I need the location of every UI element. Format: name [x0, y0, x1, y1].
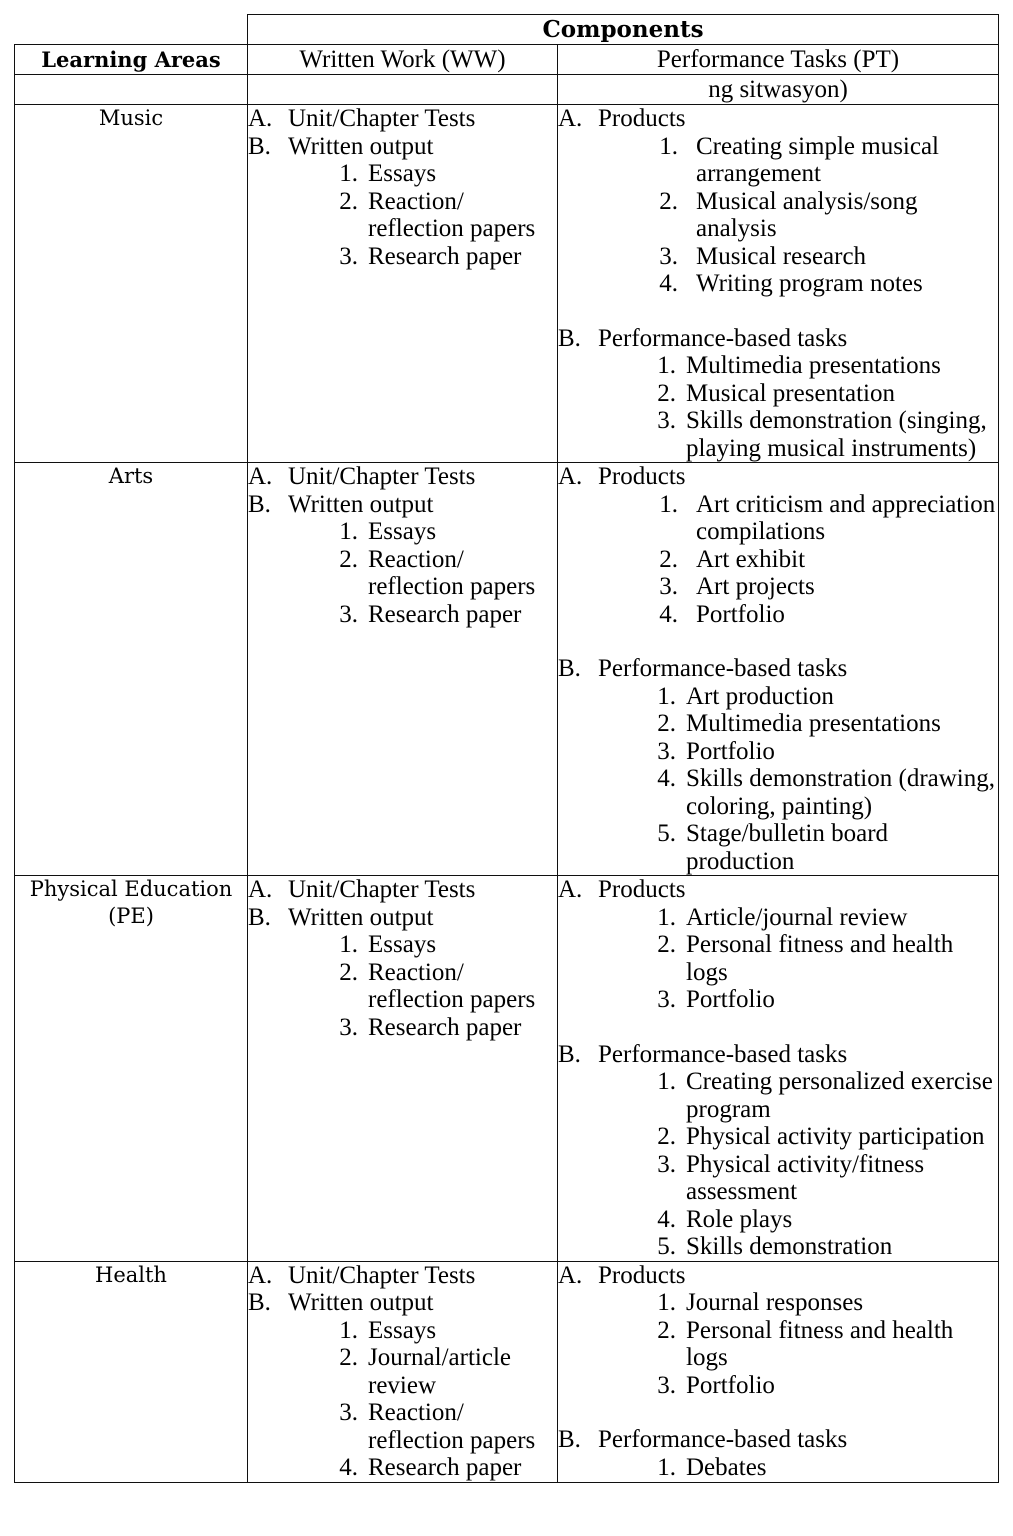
- outline-text: Musical presentation: [686, 379, 895, 407]
- outline-item-level1: [248, 1289, 557, 1482]
- outline-item-level2: [646, 573, 998, 601]
- outline-text: Research paper: [368, 600, 522, 628]
- outline-marker: B.: [248, 903, 271, 931]
- outline-marker: A.: [248, 876, 273, 903]
- outline-text: Musical research: [696, 242, 867, 270]
- cell-written-work: [248, 876, 558, 1262]
- table-row: [15, 876, 999, 1262]
- outline-marker: B.: [558, 324, 581, 352]
- outline-list: [558, 876, 998, 1261]
- outline-marker: 3.: [339, 600, 358, 628]
- outline-item-level2: [332, 1399, 557, 1454]
- outline-sublist: [598, 491, 998, 629]
- outline-item-level2: [650, 765, 998, 820]
- continuation-performance-tasks: ng sitwasyon): [558, 75, 999, 105]
- outline-text: Art production: [686, 682, 834, 710]
- cell-learning-area: Physical Education (PE): [15, 876, 248, 1262]
- outline-marker: 1.: [659, 132, 678, 160]
- outline-marker: 2.: [657, 931, 676, 958]
- outline-text: Research paper: [368, 1013, 522, 1041]
- outline-text: Essays: [368, 518, 437, 545]
- outline-marker: 1.: [657, 1289, 676, 1316]
- outline-marker: 2.: [657, 710, 676, 737]
- outline-item-level2: [650, 904, 998, 932]
- outline-sublist: [598, 352, 998, 462]
- cell-performance-tasks: [558, 876, 999, 1262]
- outline-item-level2: [650, 986, 998, 1014]
- outline-item-level1: [558, 1041, 998, 1261]
- outline-marker: 1.: [657, 1453, 676, 1481]
- outline-item-level2: [650, 931, 998, 986]
- outline-marker: 3.: [339, 242, 358, 270]
- outline-text: Journal/article review: [368, 1344, 511, 1399]
- outline-item-level2: [650, 380, 998, 408]
- outline-item-level2: [332, 959, 557, 1014]
- outline-text: Essays: [368, 1316, 437, 1344]
- outline-text: Products: [598, 105, 686, 132]
- outline-marker: 1.: [657, 1068, 676, 1095]
- header-performance-tasks: Performance Tasks (PT): [558, 45, 999, 75]
- outline-text: Art exhibit: [696, 545, 806, 573]
- outline-text: Writing program notes: [696, 270, 923, 297]
- outline-text: Research paper: [368, 242, 522, 270]
- outline-text: Art projects: [696, 573, 815, 600]
- outline-text: Essays: [368, 160, 437, 187]
- group-spacer: [558, 1399, 998, 1426]
- outline-marker: 2.: [657, 1123, 676, 1150]
- outline-marker: 1.: [657, 682, 676, 710]
- outline-text: Creating personalized exercise program: [686, 1068, 993, 1123]
- outline-item-level1: [248, 105, 557, 133]
- outline-item-level2: [650, 1151, 998, 1206]
- outline-text: Debates: [686, 1453, 767, 1481]
- outline-list: [558, 463, 998, 875]
- outline-item-level1: [248, 904, 557, 1042]
- outline-marker: 2.: [657, 379, 676, 407]
- cell-written-work: [248, 1261, 558, 1482]
- outline-item-level2: [650, 1289, 998, 1317]
- outline-item-level2: [650, 407, 998, 462]
- group-spacer: [558, 298, 998, 325]
- outline-marker: 4.: [659, 600, 678, 628]
- outline-text: Creating simple musical arrangement: [696, 132, 940, 187]
- outline-marker: A.: [248, 463, 273, 490]
- cell-learning-area: Arts: [15, 463, 248, 876]
- outline-item-level1: [558, 876, 998, 1014]
- header-learning-areas: Learning Areas: [15, 45, 248, 75]
- outline-text: Article/journal review: [686, 903, 908, 931]
- outline-item-level1: [558, 463, 998, 628]
- outline-marker: 2.: [657, 1316, 676, 1344]
- outline-text: Performance-based tasks: [598, 655, 848, 682]
- table-row: [15, 1261, 999, 1482]
- outline-item-level1: [558, 1262, 998, 1400]
- group-spacer: [558, 1014, 998, 1041]
- outline-text: Unit/Chapter Tests: [288, 876, 476, 903]
- outline-sublist: [288, 160, 557, 270]
- outline-item-level2: [332, 1454, 557, 1482]
- outline-marker: 2.: [659, 545, 678, 573]
- outline-text: Reaction/ reflection papers: [368, 958, 536, 1013]
- outline-marker: 1.: [339, 518, 358, 545]
- table-header-row-subcolumns: [15, 45, 999, 75]
- outline-marker: 5.: [657, 1233, 676, 1260]
- outline-text: Unit/Chapter Tests: [288, 1261, 476, 1289]
- outline-sublist: [598, 1068, 998, 1261]
- outline-list: [248, 105, 557, 270]
- outline-item-level1: [558, 325, 998, 463]
- outline-text: Reaction/ reflection papers: [368, 545, 536, 600]
- outline-marker: A.: [558, 876, 583, 903]
- cell-learning-area: Music: [15, 105, 248, 463]
- outline-text: Written output: [288, 903, 434, 931]
- outline-text: Portfolio: [686, 986, 775, 1013]
- cell-learning-area: Health: [15, 1261, 248, 1482]
- outline-text: Products: [598, 1261, 686, 1289]
- outline-item-level2: [646, 188, 998, 243]
- outline-marker: 2.: [339, 958, 358, 986]
- outline-marker: 3.: [659, 573, 678, 600]
- outline-text: Written output: [288, 132, 434, 160]
- outline-marker: A.: [558, 463, 583, 490]
- outline-marker: 3.: [339, 1399, 358, 1426]
- outline-sublist: [598, 1454, 998, 1482]
- outline-item-level2: [650, 683, 998, 711]
- outline-text: Art criticism and appreciation compilations: [696, 490, 996, 545]
- outline-text: Products: [598, 876, 686, 903]
- outline-sublist: [288, 931, 557, 1041]
- outline-text: Multimedia presentations: [686, 710, 941, 737]
- outline-item-level2: [650, 352, 998, 380]
- outline-item-level1: [558, 105, 998, 298]
- outline-marker: A.: [248, 105, 273, 132]
- outline-text: Skills demonstration: [686, 1233, 893, 1260]
- outline-list: [248, 876, 557, 1041]
- outline-item-level2: [650, 1317, 998, 1372]
- outline-marker: 3.: [657, 1150, 676, 1178]
- outline-sublist: [598, 1289, 998, 1399]
- cell-written-work: [248, 463, 558, 876]
- outline-text: Skills demonstration (drawing, coloring, painting): [686, 765, 995, 820]
- outline-marker: 1.: [659, 490, 678, 518]
- outline-item-level2: [650, 738, 998, 766]
- outline-item-level2: [332, 243, 557, 271]
- outline-text: Portfolio: [686, 737, 775, 765]
- outline-text: Skills demonstration (singing, playing musical instruments): [686, 407, 987, 462]
- outline-item-level1: [248, 1262, 557, 1290]
- outline-item-level1: [248, 463, 557, 491]
- header-components: Components: [248, 15, 999, 45]
- outline-item-level2: [650, 1454, 998, 1482]
- outline-marker: B.: [248, 1289, 271, 1316]
- header-written-work: Written Work (WW): [248, 45, 558, 75]
- outline-item-level2: [332, 1014, 557, 1042]
- outline-item-level2: [650, 1123, 998, 1151]
- outline-text: Musical analysis/song analysis: [696, 187, 918, 242]
- outline-text: Performance-based tasks: [598, 1040, 848, 1068]
- outline-marker: 4.: [657, 765, 676, 792]
- continuation-written-work: [248, 75, 558, 105]
- outline-text: Reaction/ reflection papers: [368, 187, 536, 242]
- outline-item-level2: [332, 931, 557, 959]
- outline-marker: 3.: [657, 737, 676, 765]
- outline-text: Stage/bulletin board production: [686, 820, 889, 875]
- outline-marker: 2.: [339, 1344, 358, 1371]
- outline-marker: 3.: [657, 986, 676, 1013]
- outline-marker: 1.: [657, 352, 676, 379]
- outline-text: Essays: [368, 931, 437, 958]
- outline-item-level2: [332, 601, 557, 629]
- outline-item-level2: [332, 1317, 557, 1345]
- header-spacer-cell: [15, 15, 248, 45]
- outline-text: Journal responses: [686, 1289, 864, 1316]
- outline-text: Physical activity participation: [686, 1123, 985, 1150]
- outline-marker: 4.: [657, 1205, 676, 1233]
- outline-marker: A.: [558, 1261, 583, 1289]
- outline-item-level2: [650, 1233, 998, 1261]
- outline-item-level1: [558, 1426, 998, 1481]
- outline-item-level2: [646, 601, 998, 629]
- outline-text: Physical activity/fitness assessment: [686, 1150, 925, 1205]
- outline-text: Written output: [288, 490, 434, 518]
- outline-item-level2: [332, 188, 557, 243]
- outline-marker: 3.: [657, 1371, 676, 1399]
- outline-marker: 5.: [657, 820, 676, 847]
- outline-marker: B.: [248, 490, 271, 518]
- outline-text: Research paper: [368, 1454, 522, 1481]
- outline-list: [248, 1262, 557, 1482]
- cell-performance-tasks: [558, 105, 999, 463]
- outline-text: Multimedia presentations: [686, 352, 941, 379]
- outline-item-level2: [650, 710, 998, 738]
- table-row: [15, 105, 999, 463]
- outline-marker: A.: [248, 1261, 273, 1289]
- cell-performance-tasks: [558, 1261, 999, 1482]
- cell-written-work: [248, 105, 558, 463]
- outline-text: Unit/Chapter Tests: [288, 463, 476, 490]
- continuation-learning-area: [15, 75, 248, 105]
- outline-marker: 2.: [659, 187, 678, 215]
- outline-marker: 1.: [339, 1316, 358, 1344]
- outline-sublist: [598, 904, 998, 1014]
- outline-text: Reaction/ reflection papers: [368, 1399, 536, 1454]
- outline-sublist: [598, 683, 998, 876]
- outline-text: Portfolio: [696, 600, 785, 628]
- outline-marker: 3.: [657, 407, 676, 434]
- table-row: [15, 463, 999, 876]
- table-header-row-components: [15, 15, 999, 45]
- outline-text: Role plays: [686, 1205, 793, 1233]
- outline-item-level2: [650, 1068, 998, 1123]
- outline-item-level2: [332, 518, 557, 546]
- outline-item-level2: [650, 820, 998, 875]
- outline-item-level2: [332, 160, 557, 188]
- group-spacer: [558, 628, 998, 655]
- outline-text: Unit/Chapter Tests: [288, 105, 476, 132]
- outline-item-level2: [646, 133, 998, 188]
- outline-marker: 4.: [339, 1454, 358, 1481]
- outline-list: [558, 1262, 998, 1482]
- outline-marker: B.: [558, 1426, 581, 1453]
- outline-sublist: [288, 518, 557, 628]
- outline-text: Performance-based tasks: [598, 1426, 848, 1453]
- outline-text: Products: [598, 463, 686, 490]
- outline-item-level2: [646, 491, 998, 546]
- outline-text: Personal fitness and health logs: [686, 931, 954, 986]
- assessment-components-table: [14, 14, 999, 1483]
- outline-item-level2: [650, 1206, 998, 1234]
- outline-item-level1: [248, 133, 557, 271]
- outline-marker: B.: [558, 655, 581, 682]
- outline-text: Written output: [288, 1289, 434, 1316]
- outline-sublist: [288, 1317, 557, 1482]
- outline-marker: B.: [558, 1040, 581, 1068]
- outline-sublist: [598, 133, 998, 298]
- outline-item-level2: [650, 1372, 998, 1400]
- outline-item-level2: [646, 243, 998, 271]
- outline-item-level2: [646, 546, 998, 574]
- outline-item-level2: [332, 1344, 557, 1399]
- outline-item-level2: [646, 270, 998, 298]
- table-row-continuation: [15, 75, 999, 105]
- outline-marker: 1.: [339, 931, 358, 958]
- outline-marker: 1.: [339, 160, 358, 187]
- outline-list: [558, 105, 998, 462]
- outline-text: Personal fitness and health logs: [686, 1316, 954, 1371]
- outline-marker: 3.: [659, 242, 678, 270]
- cell-performance-tasks: [558, 463, 999, 876]
- outline-list: [248, 463, 557, 628]
- outline-marker: B.: [248, 132, 271, 160]
- outline-text: Performance-based tasks: [598, 324, 848, 352]
- outline-item-level2: [332, 546, 557, 601]
- outline-marker: 2.: [339, 187, 358, 215]
- outline-marker: 4.: [659, 270, 678, 297]
- outline-marker: 1.: [657, 903, 676, 931]
- outline-text: Portfolio: [686, 1371, 775, 1399]
- outline-item-level1: [248, 876, 557, 904]
- outline-marker: A.: [558, 105, 583, 132]
- outline-item-level1: [248, 491, 557, 629]
- outline-marker: 3.: [339, 1013, 358, 1041]
- outline-marker: 2.: [339, 545, 358, 573]
- outline-item-level1: [558, 655, 998, 875]
